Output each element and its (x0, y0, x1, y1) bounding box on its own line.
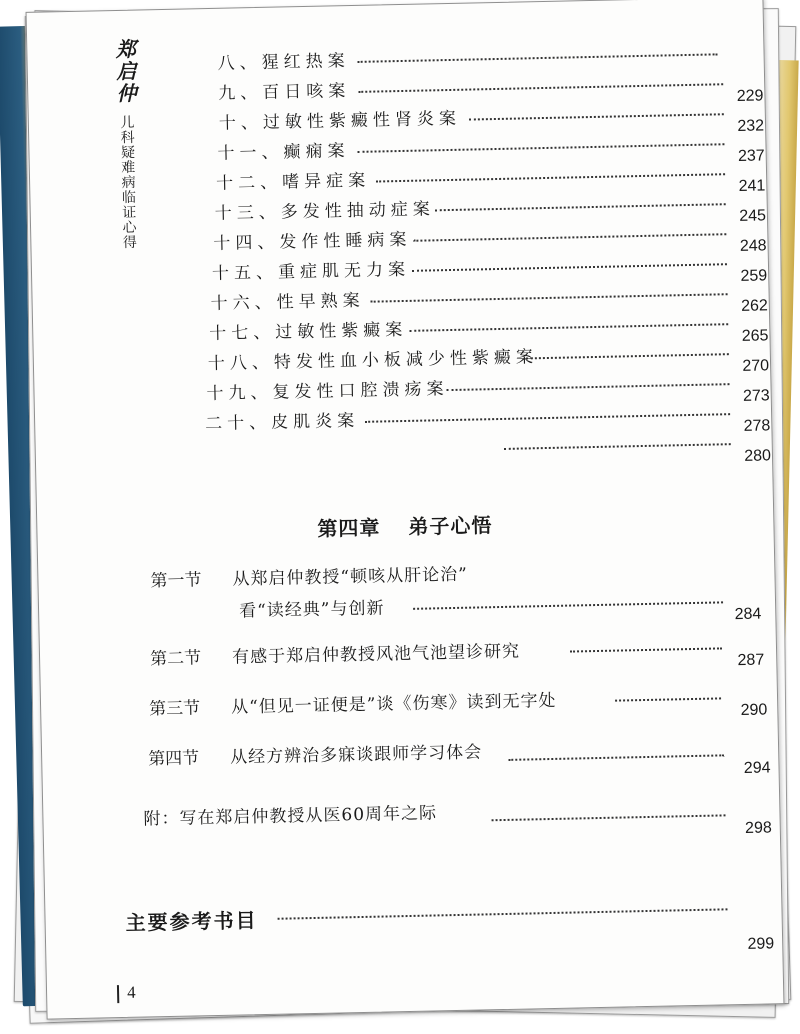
chapter-number: 第四章 (317, 515, 381, 541)
dot-leader (412, 263, 727, 272)
references-page: 299 (747, 935, 775, 953)
section-page: 294 (743, 759, 771, 777)
page-folio (117, 983, 136, 1003)
toc-entry-page: 280 (744, 447, 772, 465)
dot-leader (278, 908, 728, 919)
toc-entry-label: 十六、性早熟案 (210, 290, 365, 315)
appendix-page: 298 (744, 819, 772, 837)
toc-entry-label: 八、猩红热案 (217, 51, 350, 74)
toc-section-2[interactable] (150, 632, 764, 675)
toc-entry-page: 229 (736, 87, 764, 105)
toc-entry-label: 十四、发作性睡病案 (213, 229, 412, 254)
dot-leader (570, 647, 722, 652)
section-number: 第一节 (150, 570, 202, 592)
toc-section-1[interactable] (150, 554, 761, 631)
dot-leader (447, 383, 730, 391)
toc-entry-label: 十九、复发性口腔溃疡案 (206, 379, 449, 405)
toc-entry-page: 262 (740, 297, 769, 315)
toc-section-3[interactable] (149, 681, 767, 724)
toc-entry-page: 232 (737, 117, 765, 135)
dot-leader (526, 353, 729, 359)
section-title: 有感于郑启仲教授风池气池望诊研究 (231, 641, 521, 668)
toc-entry-label: 九、百日咳案 (218, 81, 351, 104)
section-number: 第二节 (149, 648, 202, 670)
toc-entry-page: 273 (742, 387, 770, 405)
dot-leader (365, 413, 730, 423)
toc-entry-page: 278 (743, 417, 771, 435)
references-leader-row (277, 897, 774, 957)
toc-entry-page: 241 (738, 177, 766, 195)
dot-leader (409, 323, 728, 332)
dot-leader (492, 814, 726, 821)
dot-leader (435, 203, 726, 211)
toc-entry-label: 十八、特发性血小板减少性紫癜案 (207, 347, 539, 375)
section-title: 从经方辨治多寐谈跟师学习体会 (229, 742, 483, 768)
dot-leader (376, 173, 725, 182)
folio-bar (117, 985, 119, 1003)
section-number: 第三节 (148, 698, 201, 720)
toc-entry-label: 十、过敏性紫癜性肾炎案 (218, 108, 462, 134)
toc-entry-page: 248 (739, 237, 767, 255)
dot-leader (469, 113, 724, 120)
toc-entry-page: 259 (740, 267, 768, 285)
toc-entry-page: 270 (742, 357, 770, 375)
section-page: 287 (737, 651, 765, 670)
toc-entry-label: 十三、多发性抽动症案 (214, 199, 435, 224)
appendix-label: 附：写在郑启仲教授从医60周年之际 (143, 803, 438, 830)
dot-leader (358, 143, 725, 153)
dot-leader (508, 754, 724, 761)
toc-entry-label: 二十、皮肌炎案 (204, 410, 360, 435)
section-title-line1: 从郑启仲教授“顿咳从肝论治” (232, 564, 469, 590)
dot-leader (358, 53, 718, 63)
running-head-author: 郑启仲 (112, 38, 138, 106)
running-head (109, 38, 143, 250)
toc-section-4[interactable] (147, 731, 771, 777)
section-title-line2: 看“读经典”与创新 (238, 598, 385, 622)
dot-leader (413, 233, 726, 242)
toc-entry-label: 十二、嗜异症案 (215, 170, 371, 194)
toc-entry-page: 237 (737, 147, 765, 165)
references-heading[interactable] (125, 904, 258, 936)
toc-page (26, 0, 785, 1020)
toc-entry-page: 245 (739, 207, 767, 225)
dot-leader (504, 443, 731, 450)
running-head-book-title: 儿科疑难病临证心得 (118, 114, 138, 250)
chapter-heading (317, 509, 493, 542)
toc-appendix[interactable] (143, 791, 772, 837)
chapter-title: 弟子心悟 (408, 513, 493, 539)
toc-entry-label: 十五、重症肌无力案 (211, 259, 411, 284)
references-label: 主要参考书目 (125, 908, 258, 935)
dot-leader (371, 293, 728, 302)
toc-entry-label: 十一、癫痫案 (217, 141, 350, 164)
dot-leader (358, 83, 723, 93)
dot-leader (413, 601, 723, 609)
section-title: 从“但见一证便是”谈《伤寒》读到无字处 (230, 690, 557, 718)
section-page: 290 (740, 701, 768, 720)
toc-entry-label: 十七、过敏性紫癜案 (209, 319, 408, 345)
section-page: 284 (734, 605, 762, 624)
folio-number: 4 (126, 982, 136, 1002)
dot-leader (615, 697, 721, 701)
section-number: 第四节 (147, 748, 200, 770)
toc-entry-page: 265 (741, 327, 769, 345)
